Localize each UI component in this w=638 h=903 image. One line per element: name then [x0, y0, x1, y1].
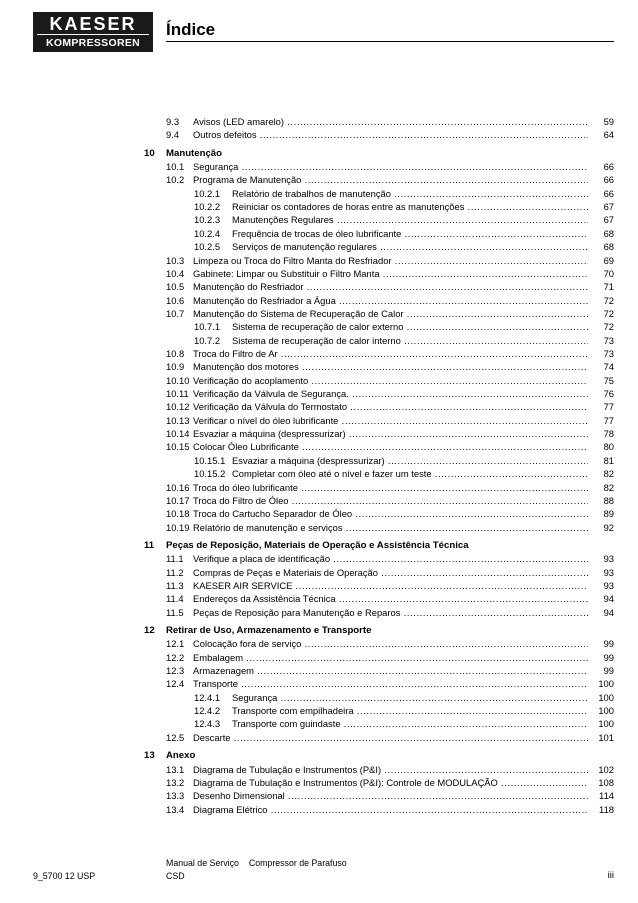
toc-entry-page: 88 — [603, 494, 614, 506]
title-rule — [166, 41, 614, 42]
toc-entry-page: 82 — [603, 468, 614, 480]
toc-entry[interactable] — [166, 187, 614, 201]
toc-entry-title: Outros defeitos ..... — [193, 128, 588, 142]
toc-entry[interactable] — [166, 414, 614, 428]
page-title: Índice — [166, 20, 216, 39]
toc-entry[interactable] — [166, 579, 614, 593]
toc-entry-number: 10.2.1 — [194, 187, 221, 199]
toc-entry-page: 81 — [603, 454, 614, 466]
toc-entry-number: 11.2 — [166, 566, 184, 578]
toc-entry-title: Descarte ..... — [193, 731, 588, 745]
toc-entry[interactable] — [166, 637, 614, 651]
toc-entry-number: 12.2 — [166, 651, 185, 663]
toc-entry-title: Troca do Cartucho Separador de Óleo ..... — [193, 507, 588, 521]
toc-entry-number: 12.3 — [166, 665, 185, 676]
toc-entry-title: Relatório de manutenção e serviços ..... — [193, 521, 588, 535]
toc-entry-title: Diagrama de Tubulação e Instrumentos (P&I) ..... — [193, 763, 588, 777]
toc-entry-title: Limpeza ou Troca do Filtro Manta do Resfriador ..... — [193, 254, 588, 268]
toc-section-number: 10 — [144, 147, 155, 159]
toc-entry[interactable] — [166, 387, 614, 401]
toc-entry-number: 10.11 — [166, 388, 189, 399]
toc-entry-page: 93 — [603, 566, 614, 578]
toc-entry-title: Verifique a placa de identificação ..... — [193, 552, 588, 566]
logo-line-1: KAESER — [49, 14, 137, 34]
toc-entry[interactable] — [166, 240, 614, 254]
toc-entry[interactable] — [166, 400, 614, 414]
toc-entry-page: 100 — [598, 691, 614, 703]
toc-entry[interactable] — [166, 776, 614, 790]
toc-entry[interactable] — [166, 521, 614, 535]
toc-entry[interactable] — [166, 128, 614, 142]
toc-entry[interactable] — [166, 691, 614, 705]
toc-entry[interactable] — [166, 592, 614, 606]
footer-page-number: iii — [607, 870, 614, 881]
toc-entry[interactable] — [166, 664, 614, 678]
toc-entry-page: 66 — [603, 174, 614, 186]
toc-entry-page: 73 — [603, 348, 614, 359]
footer-doc-type: Manual de Serviço — [166, 858, 239, 868]
toc-entry-title: Transporte com guindaste ..... — [232, 717, 588, 731]
toc-entry-number: 10.5 — [166, 281, 185, 293]
toc-entry[interactable] — [166, 347, 614, 361]
toc-entry[interactable] — [166, 200, 614, 214]
toc-entry-number: 10.13 — [166, 414, 190, 426]
toc-entry-number: 13.3 — [166, 790, 185, 802]
toc-entry[interactable] — [166, 280, 614, 294]
toc-entry-page: 68 — [603, 227, 614, 239]
toc-entry-page: 67 — [603, 214, 614, 226]
toc-entry[interactable] — [166, 552, 614, 566]
toc-entry-number: 11.5 — [166, 606, 184, 618]
toc-entry-number: 10.15.2 — [194, 468, 226, 480]
toc-entry[interactable] — [166, 717, 614, 731]
toc-entry[interactable] — [166, 227, 614, 241]
toc-entry-title: Troca do óleo lubrificante ..... — [193, 481, 588, 495]
toc-entry-title: Troca do Filtro de Óleo ..... — [193, 494, 588, 508]
toc-entry-title: Transporte com empilhadeira ..... — [232, 704, 588, 718]
toc-entry-title: Frequência de trocas de óleo lubrificante ..... — [232, 227, 588, 241]
toc-entry-page: 118 — [599, 803, 614, 815]
toc-entry-number: 10.2.2 — [194, 201, 221, 213]
toc-entry[interactable] — [166, 731, 614, 745]
toc-entry-number: 12.4 — [166, 678, 185, 690]
toc-entry[interactable] — [166, 507, 614, 521]
toc-entry-number: 10.19 — [166, 521, 190, 533]
toc-entry[interactable] — [166, 254, 614, 268]
toc-entry[interactable] — [166, 173, 614, 187]
toc-entry-title: Colocar Óleo Lubrificante ..... — [193, 440, 588, 454]
toc-entry-title: Colocação fora de serviço ..... — [193, 637, 588, 651]
toc-entry-title: Segurança ..... — [193, 160, 588, 174]
toc-entry-page: 93 — [603, 553, 614, 565]
toc-entry-page: 75 — [603, 374, 614, 386]
toc-entry-page: 78 — [603, 428, 614, 440]
toc-entry-page: 108 — [598, 776, 614, 788]
toc-entry[interactable] — [166, 803, 614, 817]
toc-entry-number: 10.15 — [166, 441, 190, 453]
toc-entry-page: 101 — [598, 731, 614, 743]
toc-entry-number: 10.1 — [166, 161, 185, 172]
toc-section-number: 13 — [144, 750, 155, 762]
footer-model: CSD — [166, 871, 185, 881]
toc-entry-page: 67 — [603, 201, 614, 213]
toc-entry-title: Avisos (LED amarelo) ..... — [193, 115, 588, 129]
toc-entry[interactable] — [166, 789, 614, 803]
toc-entry-title: Compras de Peças e Materiais de Operação ..... — [193, 566, 588, 580]
toc-entry-page: 99 — [603, 651, 614, 663]
toc-entry-title: Embalagem ..... — [193, 651, 588, 665]
toc-entry-title: Desenho Dimensional ..... — [193, 789, 588, 803]
toc-entry-title: Diagrama Elétrico ..... — [193, 803, 588, 817]
toc-entry-title: Peças de Reposição para Manutenção e Reparos ..... — [193, 606, 588, 620]
toc-entry-page: 68 — [603, 241, 614, 253]
toc-entry-page: 74 — [603, 361, 614, 373]
toc-entry[interactable] — [166, 651, 614, 665]
toc-entry-number: 11.4 — [166, 593, 184, 605]
toc-entry-number: 10.7.2 — [194, 334, 221, 346]
toc-entry-title: Serviços de manutenção regulares ..... — [232, 240, 588, 254]
toc-entry-title: Troca do Filtro de Ar ..... — [193, 347, 588, 361]
toc-entry-page: 93 — [603, 579, 614, 591]
toc-entry[interactable] — [166, 494, 614, 508]
toc-entry-title: Armazenagem ..... — [193, 664, 588, 678]
toc-entry-number: 10.14 — [166, 428, 190, 440]
toc-entry-page: 73 — [603, 334, 614, 346]
toc-entry[interactable] — [166, 467, 614, 481]
toc-entry-page: 72 — [603, 307, 614, 319]
toc-entry[interactable] — [166, 606, 614, 620]
toc-entry-number: 13.1 — [166, 763, 185, 775]
toc-entry[interactable] — [166, 454, 614, 468]
toc-section-heading[interactable] — [144, 539, 614, 553]
logo-line-2: KOMPRESSOREN — [45, 37, 141, 49]
toc-entry-number: 12.4.1 — [194, 691, 221, 703]
toc-entry-title: Verificação da Válvula do Termostato ..... — [193, 400, 588, 414]
toc-entry-page: 89 — [603, 508, 614, 520]
toc-entry-title: Relatório de trabalhos de manutenção ..... — [232, 187, 588, 201]
toc-entry-page: 102 — [598, 763, 614, 775]
toc-entry-number: 9.4 — [166, 129, 180, 141]
toc-entry[interactable] — [166, 307, 614, 321]
toc-entry-page: 100 — [598, 678, 614, 690]
toc-entry-title: Manutenção do Resfriador ..... — [193, 280, 588, 294]
toc-entry-page: 76 — [603, 388, 614, 399]
toc-entry-page: 66 — [603, 187, 614, 199]
toc-entry-page: 100 — [598, 718, 614, 730]
toc-section-number: 12 — [144, 625, 155, 636]
toc-entry-page: 59 — [603, 116, 614, 127]
toc-entry-number: 12.4.2 — [194, 705, 221, 717]
toc-entry[interactable] — [166, 334, 614, 348]
toc-entry[interactable] — [166, 374, 614, 388]
toc-section-heading[interactable] — [144, 624, 614, 638]
toc-entry-title: Reiniciar os contadores de horas entre as manutenções ..... — [232, 200, 588, 214]
toc-entry-number: 10.12 — [166, 401, 190, 413]
toc-entry-title: Esvaziar a máquina (despressurizar) ..... — [232, 454, 588, 468]
toc-entry-number: 10.7.1 — [194, 321, 221, 333]
toc-entry[interactable] — [166, 481, 614, 495]
toc-entry-number: 10.16 — [166, 481, 190, 493]
logo-divider — [37, 34, 149, 35]
toc-entry-page: 92 — [603, 521, 614, 533]
toc-entry-page: 100 — [598, 705, 614, 717]
toc-entry-page: 77 — [603, 401, 614, 413]
toc-entry-number: 9.3 — [166, 116, 180, 127]
toc-entry[interactable] — [166, 677, 614, 691]
toc-entry-page: 66 — [603, 161, 614, 172]
toc-entry[interactable] — [166, 115, 614, 129]
toc-entry-number: 13.2 — [166, 776, 185, 788]
toc-entry-title: Completar com óleo até o nível e fazer um teste ..... — [232, 467, 588, 481]
toc-entry-page: 69 — [603, 254, 614, 266]
toc-entry-title: Manutenção dos motores ..... — [193, 360, 588, 374]
toc-entry-title: KAESER AIR SERVICE ..... — [193, 579, 588, 593]
toc-entry-page: 70 — [603, 267, 614, 279]
toc-entry-title: Gabinete: Limpar ou Substituir o Filtro Manta ..... — [193, 267, 588, 281]
toc-entry-title: Endereços da Assistência Técnica ..... — [193, 592, 588, 606]
toc-entry-number: 10.15.1 — [194, 454, 226, 466]
toc-entry-number: 11.1 — [166, 553, 184, 565]
toc-entry-page: 94 — [603, 593, 614, 605]
toc-entry-page: 114 — [599, 790, 614, 802]
toc-section-heading[interactable] — [144, 147, 614, 161]
toc-entry-title: Segurança ..... — [232, 691, 588, 705]
toc-entry[interactable] — [166, 763, 614, 777]
toc-entry-title: Verificação da Válvula de Segurança. ..... — [193, 387, 588, 401]
toc-entry-number: 11.3 — [166, 579, 184, 591]
toc-entry-title: Sistema de recuperação de calor externo ..... — [232, 320, 588, 334]
toc-entry-number: 10.6 — [166, 294, 185, 306]
toc-entry-number: 10.4 — [166, 267, 185, 279]
toc-section-title: Anexo — [166, 750, 196, 762]
toc-entry-number: 10.9 — [166, 361, 185, 373]
toc-entry-title: Sistema de recuperação de calor interno ..... — [232, 334, 588, 348]
toc-entry[interactable] — [166, 294, 614, 308]
toc-entry-page: 99 — [603, 638, 614, 650]
toc-entry[interactable] — [166, 267, 614, 281]
toc-entry-title: Programa de Manutenção ..... — [193, 173, 588, 187]
footer-product: Compressor de Parafuso — [248, 858, 347, 868]
toc-entry-number: 13.4 — [166, 803, 185, 815]
toc-entry-number: 10.18 — [166, 508, 190, 520]
kaeser-logo — [33, 12, 153, 52]
toc-entry[interactable] — [166, 360, 614, 374]
toc-entry[interactable] — [166, 566, 614, 580]
toc-section-title: Peças de Reposição, Materiais de Operação e Assistência Técnica — [166, 539, 469, 551]
toc-entry-number: 10.17 — [166, 494, 190, 506]
toc-entry-number: 10.2.5 — [194, 241, 221, 253]
toc-entry-page: 71 — [603, 281, 614, 293]
toc-entry-number: 10.10 — [166, 374, 190, 386]
toc-entry-page: 80 — [603, 441, 614, 453]
footer-document-info — [166, 857, 357, 869]
toc-entry-number: 10.8 — [166, 348, 185, 359]
toc-section-title: Manutenção — [166, 147, 222, 159]
toc-entry-page: 72 — [603, 294, 614, 306]
toc-entry-page: 77 — [603, 414, 614, 426]
toc-entry-title: Verificar o nível do óleo lubrificante ..... — [193, 414, 588, 428]
footer-doc-code: 9_5700 12 USP — [33, 871, 96, 881]
toc-entry-number: 12.1 — [166, 638, 185, 650]
toc-entry-page: 82 — [603, 481, 614, 493]
toc-entry-page: 64 — [603, 129, 614, 141]
toc-entry-title: Diagrama de Tubulação e Instrumentos (P&I): Controle de MODULAÇÃO ..... — [193, 776, 588, 790]
toc-entry-number: 12.5 — [166, 731, 185, 743]
toc-entry-title: Transporte ..... — [193, 677, 588, 691]
toc-entry[interactable] — [166, 213, 614, 227]
toc-entry-number: 10.2 — [166, 174, 185, 186]
toc-entry[interactable] — [166, 427, 614, 441]
toc-entry-number: 10.2.3 — [194, 214, 221, 226]
toc-entry-title: Manutenções Regulares ..... — [232, 213, 588, 227]
toc-entry-number: 10.2.4 — [194, 227, 221, 239]
toc-entry-title: Manutenção do Resfriador a Água ..... — [193, 294, 588, 308]
toc-section-heading[interactable] — [144, 749, 614, 763]
toc-entry-title: Verificação do acoplamento ..... — [193, 374, 588, 388]
toc-entry[interactable] — [166, 160, 614, 174]
toc-section-title: Retirar de Uso, Armazenamento e Transporte — [166, 625, 372, 636]
toc-entry[interactable] — [166, 704, 614, 718]
toc-entry-number: 12.4.3 — [194, 718, 221, 730]
toc-entry[interactable] — [166, 440, 614, 454]
toc-entry-page: 99 — [603, 665, 614, 676]
toc-entry-number: 10.3 — [166, 254, 185, 266]
toc-entry-number: 10.7 — [166, 307, 185, 319]
toc-entry-title: Esvaziar a máquina (despressurizar) ..... — [193, 427, 588, 441]
toc-section-number: 11 — [144, 539, 155, 551]
toc-entry[interactable] — [166, 320, 614, 334]
toc-entry-page: 72 — [603, 321, 614, 333]
toc-entry-page: 94 — [603, 606, 614, 618]
toc-entry-title: Manutenção do Sistema de Recuperação de Calor ..... — [193, 307, 588, 321]
